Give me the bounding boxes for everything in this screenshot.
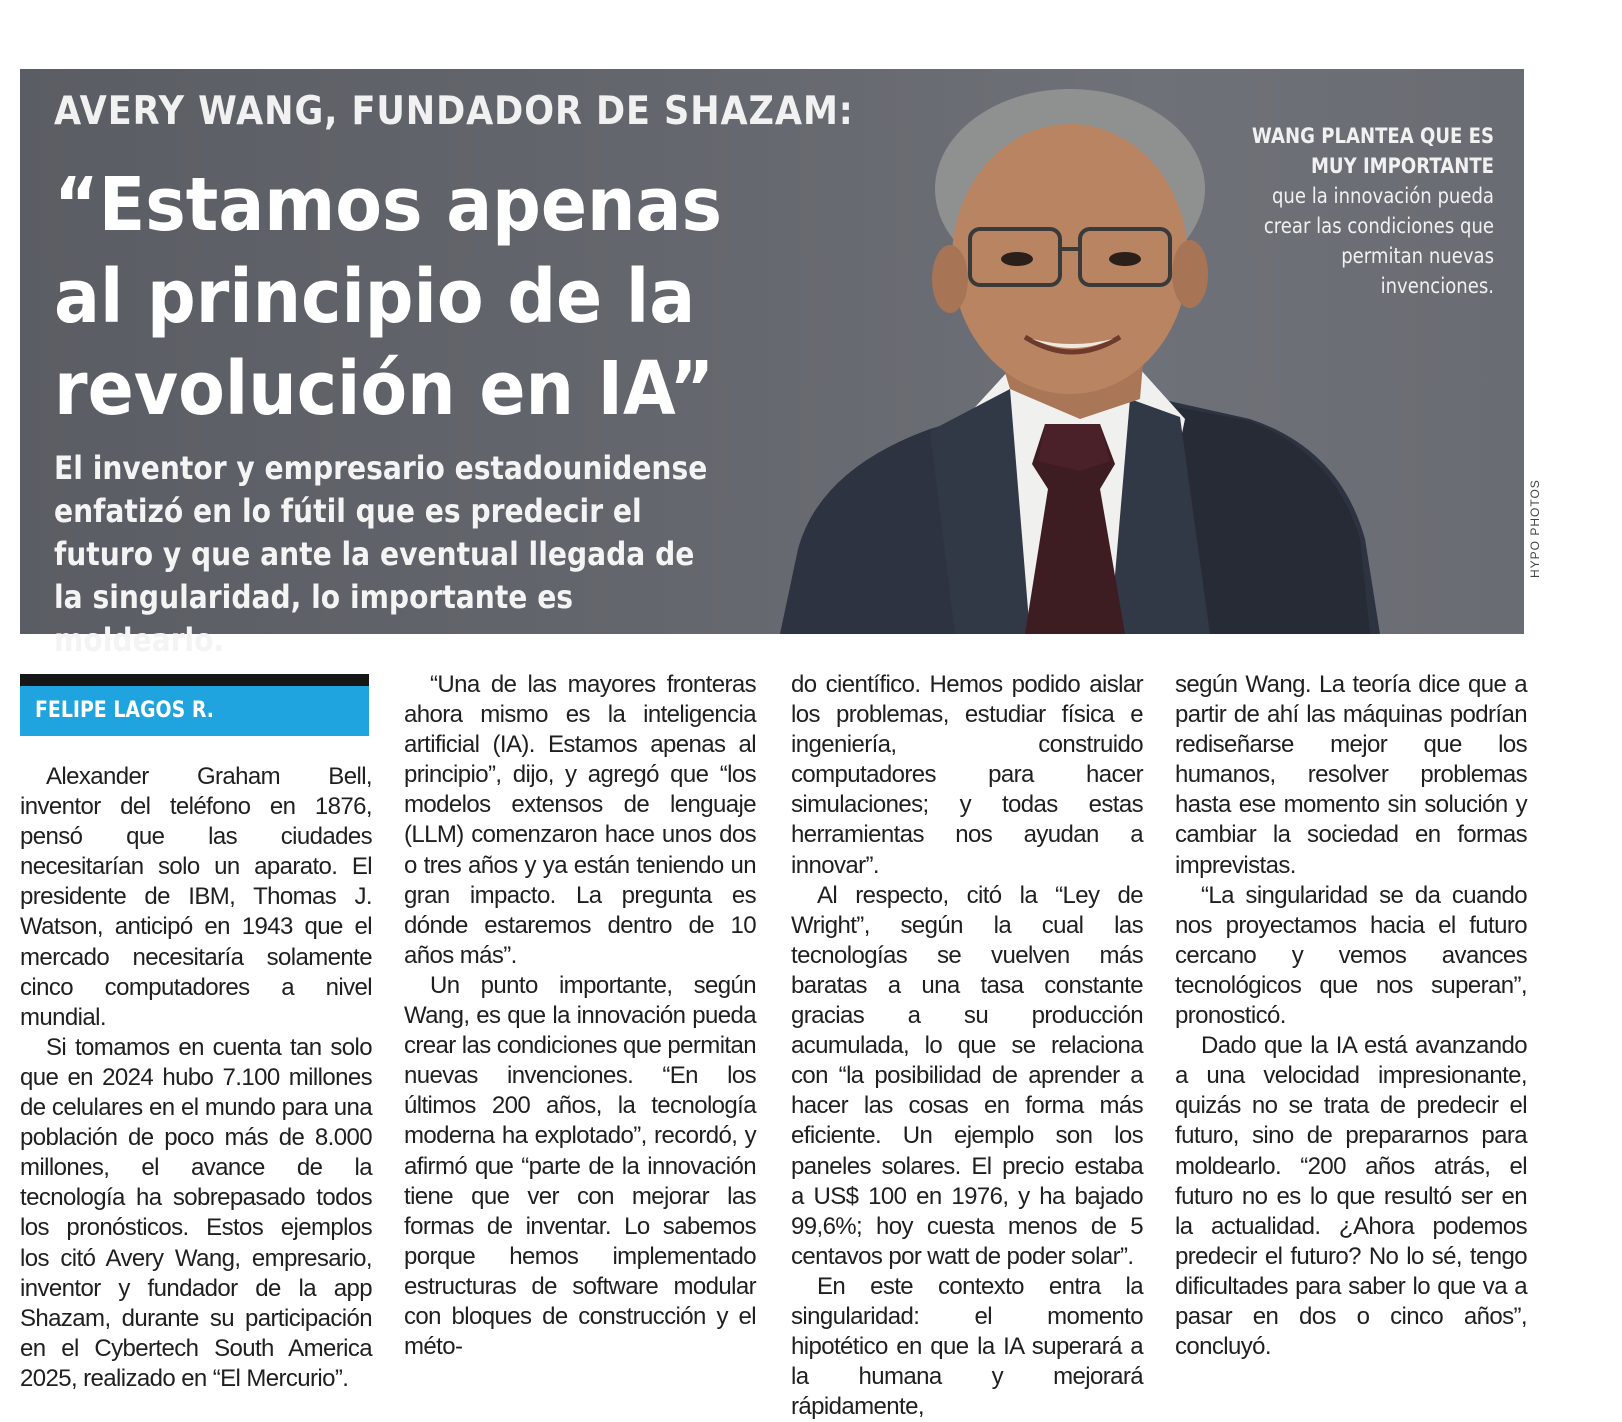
paragraph: Dado que la IA está avanzando a una velocidad impresionante, quizás no se trata de predecir el futuro, sino de prepararnos para moldearlo. “200 años atrás, el futuro no es lo que resultó ser en la actualidad. ¿Ahora podemos predecir el futuro? No lo sé, tengo dificultades para saber lo que va a pasar en dos o cinco años”, concluyó. <box>1175 1032 1527 1361</box>
deck: El inventor y empresario estadounidense enfatizó en lo fútil que es predecir el futuro y que ante la eventual llegada de la singularidad, lo importante es moldearlo. <box>54 449 708 659</box>
paragraph: “Una de las mayores fronteras ahora mismo es la inteligencia artificial (IA). Estamos apenas al principio”, dijo, y agregó que “los modelos extensos de lenguaje (LLM) comenzaron hace unos dos o tres años y ya están teniendo un gran impacto. La pregunta es dónde estaremos dentro de 10 años más”. <box>404 671 756 969</box>
photo-credit: HYPO PHOTOS <box>1528 479 1542 578</box>
paragraph: do científico. Hemos podido aislar los problemas, estudiar física e ingeniería, construido computadores para hacer simulaciones; y todas estas herramientas nos ayudan a innovar”. <box>791 671 1143 879</box>
ear-left <box>932 245 968 313</box>
paragraph: Alexander Graham Bell, inventor del teléfono en 1876, pensó que las ciudades necesitarían solo un aparato. El presidente de IBM, Thomas J. Watson, anticipó en 1943 que el mercado necesitaría solamente cinco computadores a nivel mundial. <box>20 763 372 1031</box>
hero-banner <box>20 69 1524 659</box>
paragraph: Si tomamos en cuenta tan solo que en 2024 hubo 7.100 millones de celulares en el mundo para una población de poco más de 8.000 millones, el avance de la tecnología ha sobrepasado todos los pronósticos. Estos ejemplos los citó Avery Wang, empresario, inventor y fundador de la app Shazam, durante su participación en el Cybertech South America 2025, realizado en “El Mercurio”. <box>20 1033 372 1392</box>
article-column-4 <box>1175 670 1527 1362</box>
caption-text: que la innovación pueda crear las condiciones que permitan nuevas invenciones. <box>1263 184 1494 298</box>
byline: FELIPE LAGOS R. <box>35 698 214 723</box>
eye-right <box>1109 252 1141 266</box>
paragraph: según Wang. La teoría dice que a partir de ahí las máquinas podrían rediseñarse mejor que los humanos, resolver problemas hasta ese momento sin solución y cambiar la sociedad en formas imprevistas. <box>1175 671 1527 879</box>
ear-right <box>1172 240 1208 308</box>
headline: “Estamos apenas al principio de la revolución en IA” <box>54 162 722 432</box>
eye-left <box>1001 252 1033 266</box>
article-column-3 <box>791 670 1143 1422</box>
caption-lead: WANG PLANTEA QUE ES MUY IMPORTANTE <box>1251 124 1494 178</box>
paragraph: Al respecto, citó la “Ley de Wright”, según la cual las tecnologías se vuelven más baratas a una tasa constante gracias a su producción acumulada, lo que se relaciona con “la posibilidad de aprender a hacer las cosas en forma más eficiente. Un ejemplo son los paneles solares. El precio estaba a US$ 100 en 1976, y ha bajado 99,6%; hoy cuesta menos de 5 centavos por watt de poder solar”. <box>791 881 1143 1270</box>
kicker: AVERY WANG, FUNDADOR DE SHAZAM: <box>54 89 854 134</box>
paragraph: Un punto importante, según Wang, es que la innovación pueda crear las condiciones que permitan nuevas invenciones. “En los últimos 200 años, la tecnología moderna ha explotado”, recordó, y afirmó que “parte de la innovación tiene que ver con mejorar las formas de inventar. Lo sabemos porque hemos implementado estructuras de software modular con bloques de construcción y el méto- <box>404 971 756 1361</box>
article-column-1 <box>20 762 372 1394</box>
paragraph: “La singularidad se da cuando nos proyectamos hacia el futuro cercano y vemos avances tecnológicos que nos superan”, pronosticó. <box>1175 881 1527 1030</box>
byline-bar <box>20 674 369 736</box>
photo-caption <box>1236 121 1494 301</box>
paragraph: En este contexto entra la singularidad: el momento hipotético en que la IA superará a la humana y mejorará rápidamente, <box>791 1272 1143 1421</box>
article-column-2 <box>404 670 756 1362</box>
